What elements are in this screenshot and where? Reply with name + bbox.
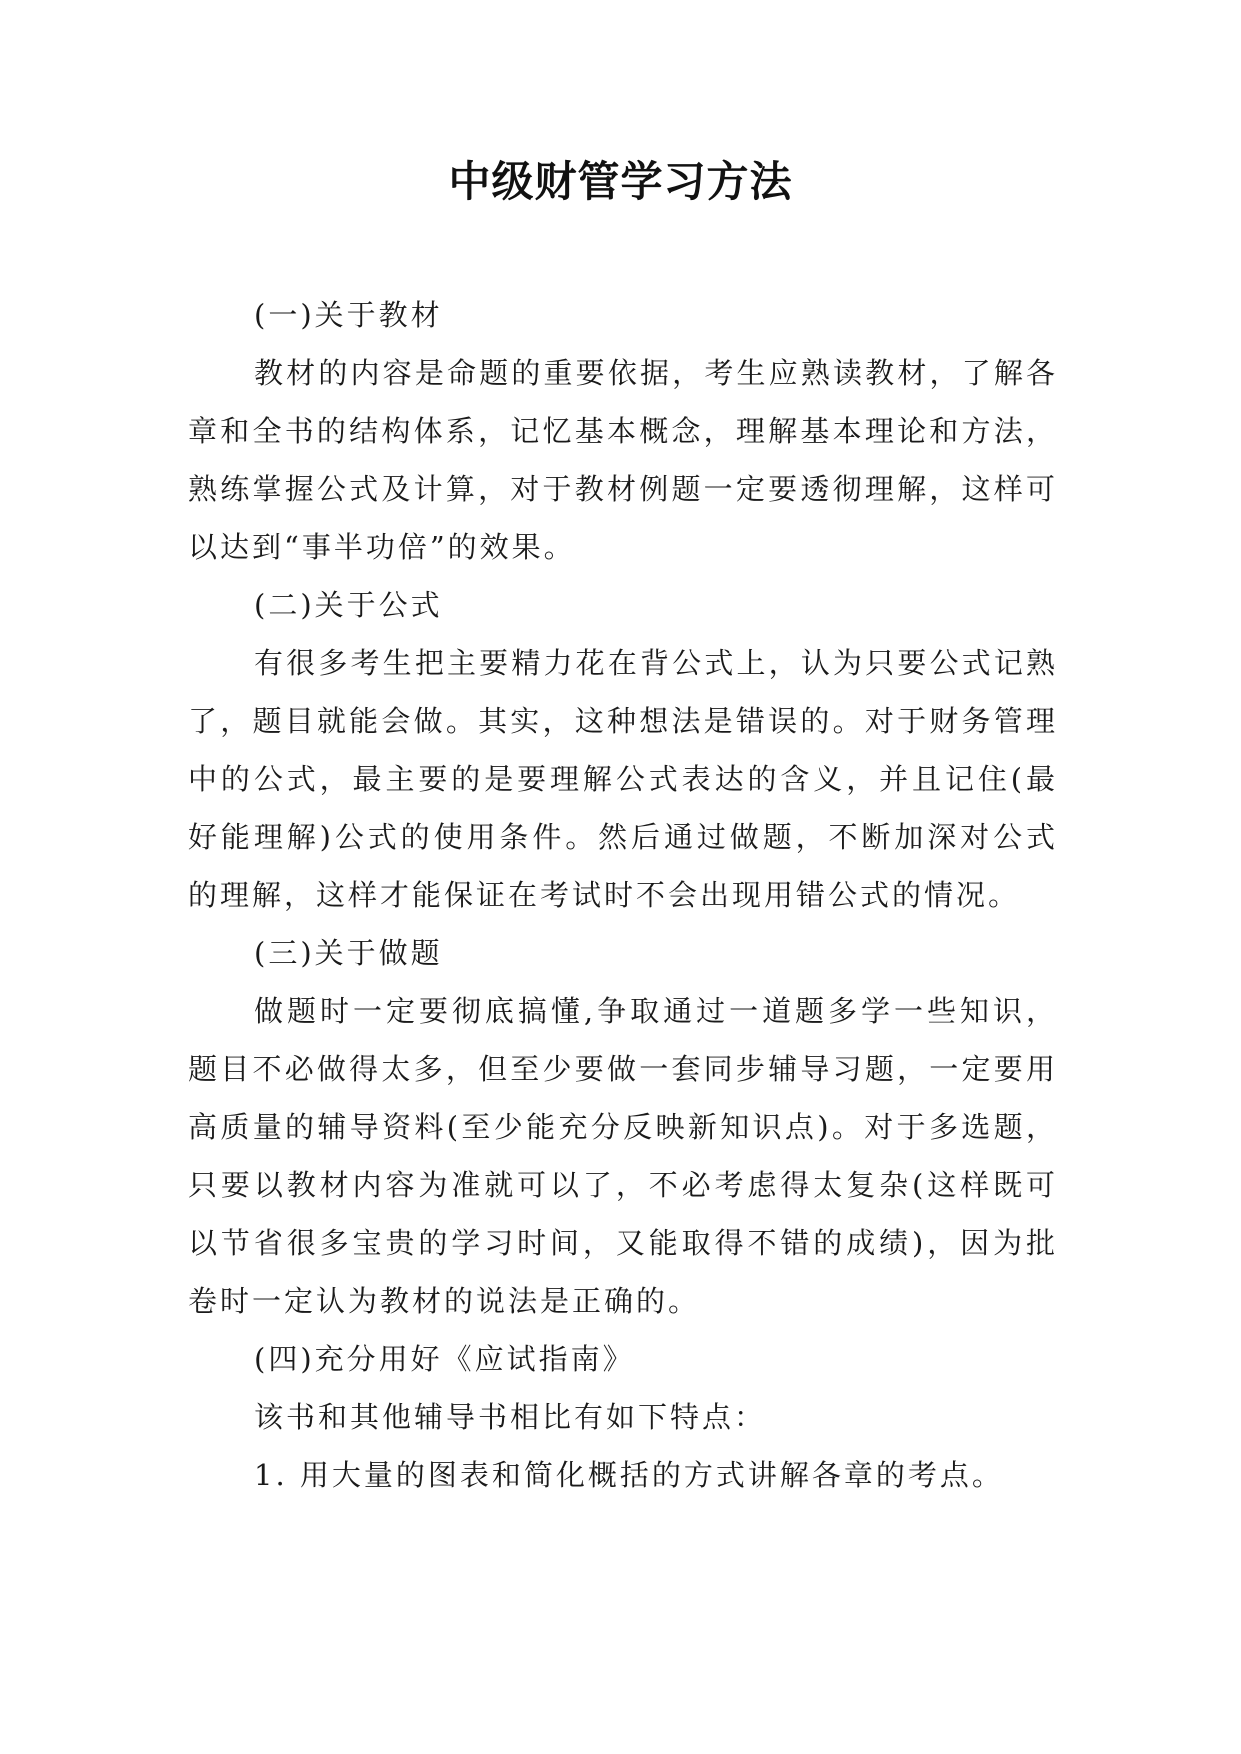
document-body	[188, 286, 1058, 1504]
section-heading-1: (一)关于教材	[254, 298, 443, 332]
document-title: 中级财管学习方法	[448, 157, 793, 206]
list-item-1: 1. 用大量的图表和简化概括的方式讲解各章的考点。	[254, 1458, 1004, 1492]
paragraph-3: 做题时一定要彻底搞懂,争取通过一道题多学一些知识，题目不必做得太多，但至少要做一套同步辅导习题，一定要用高质量的辅导资料(至少能充分反映新知识点)。对于多选题，只要以教材内容为准就可以了，不必考虑得太复杂(这样既可以节省很多宝贵的学习时间，又能取得不错的成绩)，因为批卷时一定认为教材的说法是正确的。	[188, 994, 1058, 1318]
paragraph-1: 教材的内容是命题的重要依据，考生应熟读教材，了解各章和全书的结构体系，记忆基本概念，理解基本理论和方法，熟练掌握公式及计算，对于教材例题一定要透彻理解，这样可以达到“事半功倍”的效果。	[188, 356, 1058, 564]
section-heading-4: (四)充分用好《应试指南》	[254, 1342, 635, 1376]
paragraph-4: 该书和其他辅导书相比有如下特点：	[254, 1400, 767, 1434]
paragraph-2: 有很多考生把主要精力花在背公式上，认为只要公式记熟了，题目就能会做。其实，这种想法是错误的。对于财务管理中的公式，最主要的是要理解公式表达的含义，并且记住(最好能理解)公式的使用条件。然后通过做题，不断加深对公式的理解，这样才能保证在考试时不会出现用错公式的情况。	[188, 646, 1058, 912]
section-heading-2: (二)关于公式	[254, 588, 443, 622]
section-heading-3: (三)关于做题	[254, 936, 443, 970]
